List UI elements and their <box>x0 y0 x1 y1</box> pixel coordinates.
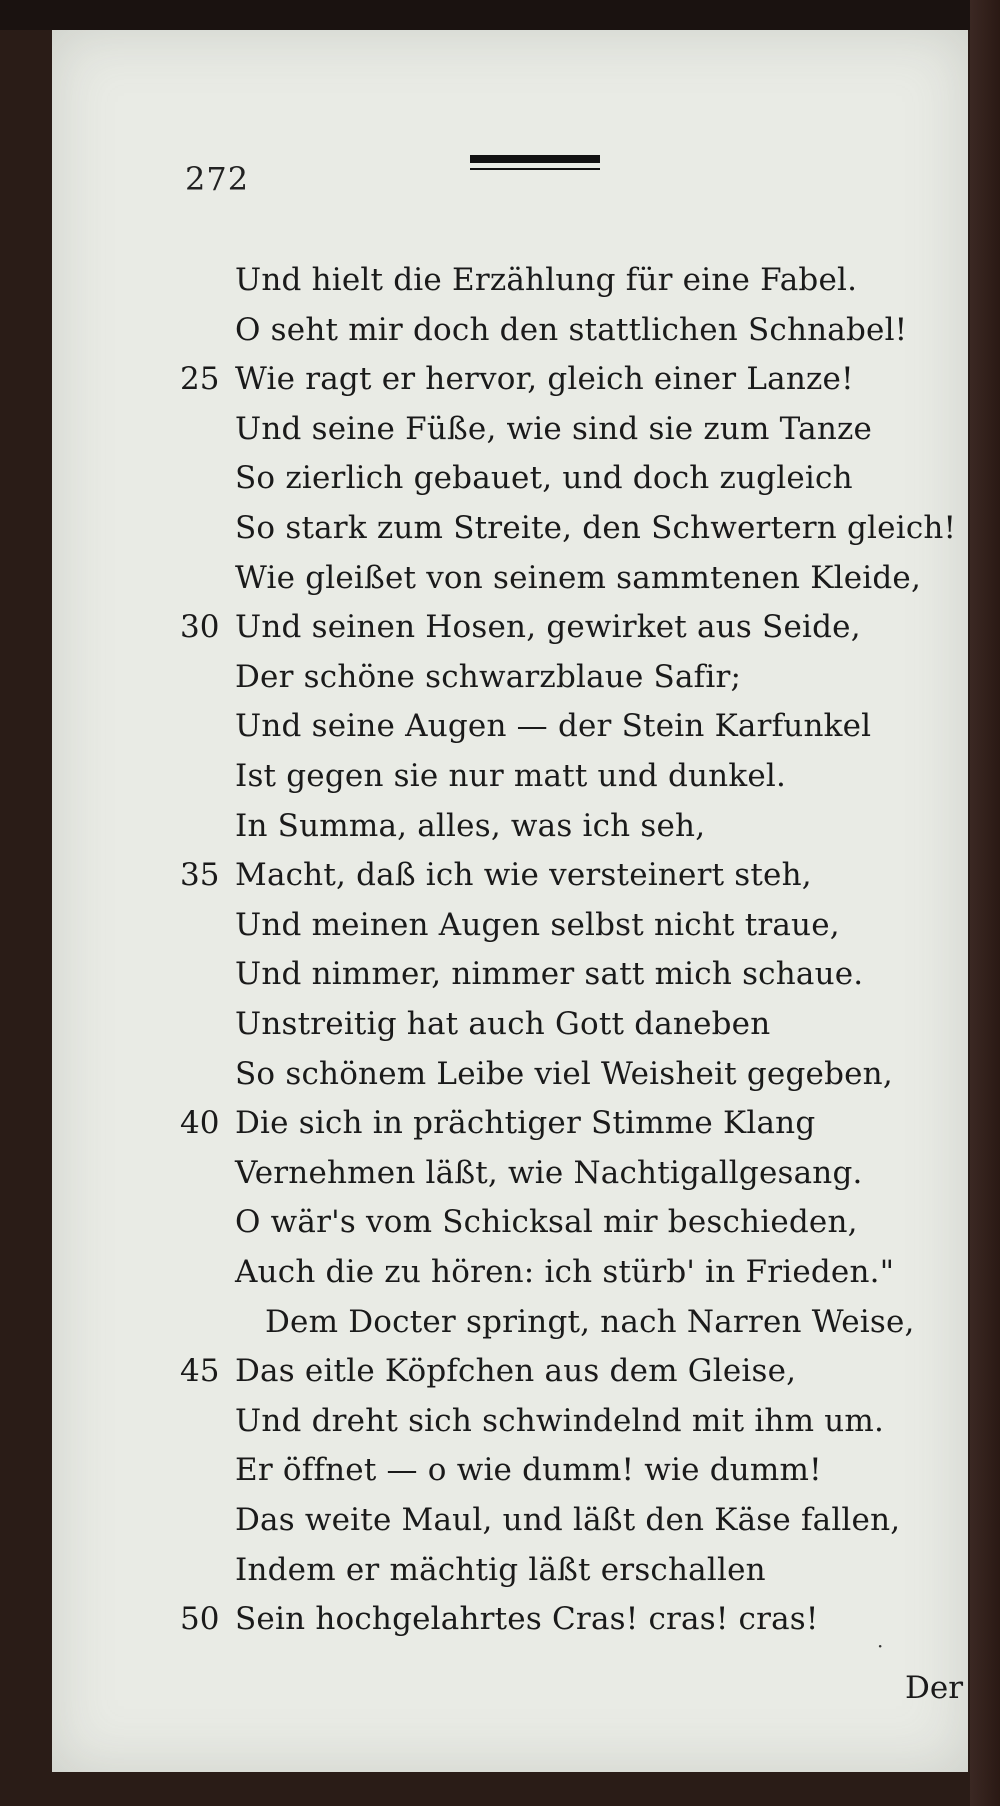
line-number: 35 <box>180 857 220 893</box>
catchword: Der <box>905 1670 964 1706</box>
poem-line: Und hielt die Erzählung für eine Fabel. <box>235 262 858 298</box>
poem-line: Macht, daß ich wie versteinert steh, <box>235 857 812 893</box>
line-number: 45 <box>180 1353 220 1389</box>
line-number: 30 <box>180 609 220 645</box>
poem-line: Das eitle Köpfchen aus dem Gleise, <box>235 1353 797 1389</box>
poem-line: So schönem Leibe viel Weisheit gegeben, <box>235 1056 893 1092</box>
poem-line: Das weite Maul, und läßt den Käse fallen, <box>235 1502 901 1538</box>
poem-line: O seht mir doch den stattlichen Schnabel! <box>235 312 908 348</box>
poem-line: Und meinen Augen selbst nicht traue, <box>235 907 840 943</box>
poem-line: Der schöne schwarzblaue Safir; <box>235 659 742 695</box>
poem-line: Und nimmer, nimmer satt mich schaue. <box>235 956 864 992</box>
poem-line: Sein hochgelahrtes Cras! cras! cras! <box>235 1601 819 1637</box>
poem-line: So zierlich gebauet, und doch zugleich <box>235 460 853 496</box>
page-number: 272 <box>185 160 250 198</box>
print-mark: · <box>877 1634 884 1658</box>
header-rule-thick <box>470 155 600 163</box>
poem-line: O wär's vom Schicksal mir beschieden, <box>235 1204 858 1240</box>
poem-line: Indem er mächtig läßt erschallen <box>235 1552 766 1588</box>
line-number: 40 <box>180 1105 220 1141</box>
line-number: 50 <box>180 1601 220 1637</box>
poem-line: Und dreht sich schwindelnd mit ihm um. <box>235 1403 885 1439</box>
header-rule-thin <box>470 168 600 170</box>
poem-line: In Summa, alles, was ich seh, <box>235 808 706 844</box>
poem-line: So stark zum Streite, den Schwertern gleich! <box>235 510 957 546</box>
poem-line: Er öffnet — o wie dumm! wie dumm! <box>235 1452 822 1488</box>
poem-line: Und seine Augen — der Stein Karfunkel <box>235 708 872 744</box>
poem-line: Und seinen Hosen, gewirket aus Seide, <box>235 609 861 645</box>
poem-line: Dem Docter springt, nach Narren Weise, <box>265 1304 915 1340</box>
poem-line: Auch die zu hören: ich stürb' in Frieden." <box>235 1254 895 1290</box>
poem-line: Vernehmen läßt, wie Nachtigallgesang. <box>235 1155 863 1191</box>
poem-line: Und seine Füße, wie sind sie zum Tanze <box>235 411 873 447</box>
poem-line: Wie ragt er hervor, gleich einer Lanze! <box>235 361 854 397</box>
line-number: 25 <box>180 361 220 397</box>
poem-line: Wie gleißet von seinem sammtenen Kleide, <box>235 560 922 596</box>
poem-line: Ist gegen sie nur matt und dunkel. <box>235 758 787 794</box>
poem-line: Unstreitig hat auch Gott daneben <box>235 1006 771 1042</box>
poem-line: Die sich in prächtiger Stimme Klang <box>235 1105 816 1141</box>
